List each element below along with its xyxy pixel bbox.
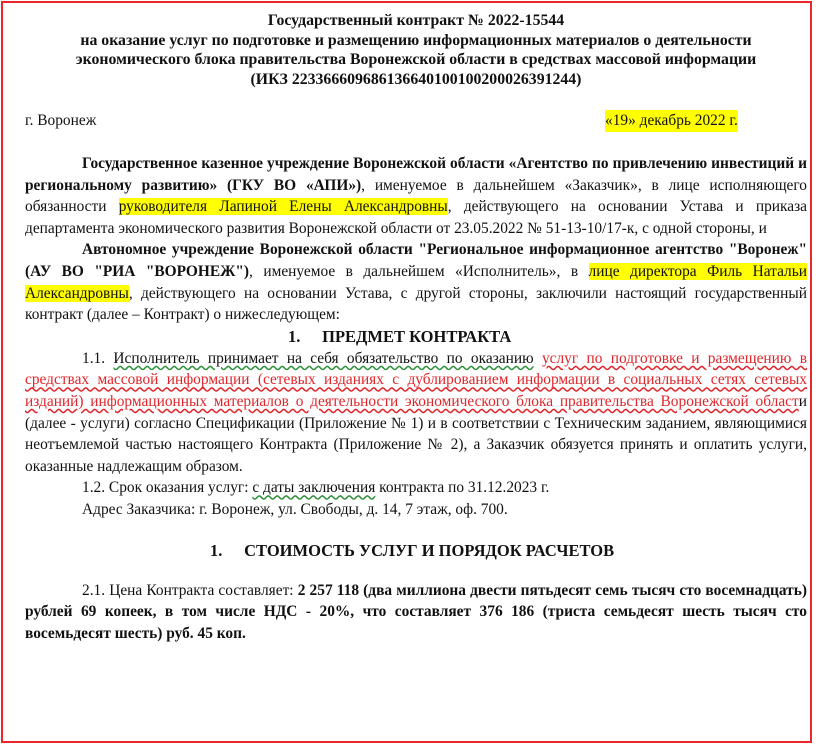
- customer-name: Государственное казенное учреждение Воронежской области «Агентство по привлечению инвестиций и региональному развитию» (ГКУ ВО «АПИ»): [25, 155, 807, 194]
- contract-ikz: (ИКЗ 223366609686136640100100200026391244): [250, 70, 582, 88]
- paragraph-1-1-text-a: Исполнитель принимает на себя обязательство по оказанию: [113, 349, 534, 367]
- city: г. Воронеж: [25, 112, 97, 129]
- contract-title: Государственный контракт № 2022-15544: [267, 12, 565, 29]
- contractor-name: Автономное учреждение Воронежской области "Региональное информационное агентство "Воронеж" (АУ ВО "РИА "ВОРОНЕЖ"): [25, 241, 807, 280]
- paragraph-1-1-text-c: и (далее - услуги) согласно Спецификации (Приложение № 1) и в соответствии с Техническим заданием, являющимися неотъемлемой частью настоящего Контракта (Приложение № 2), а Заказчик обязуется принять и оплатить услуги, оказанные надлежащим образом.: [25, 392, 807, 475]
- contractor-text-1: , именуемое в дальнейшем «Исполнитель», в: [249, 262, 589, 280]
- paragraph-2-1: [25, 580, 807, 645]
- paragraph-1-2-text-c: контракта по 31.12.2023 г.: [375, 479, 550, 497]
- paragraph-1-1: [25, 348, 807, 478]
- section-2-title: СТОИМОСТЬ УСЛУГ И ПОРЯДОК РАСЧЕТОВ: [244, 540, 615, 560]
- contract-subtitle-line-2: экономического блока правительства Воронежской области в средствах массовой информации: [75, 51, 757, 68]
- contractor-representative: лице директора Филь Натальи Александровны: [25, 262, 807, 302]
- paragraph-2-1-text-a: 2.1. Цена Контракта составляет:: [82, 581, 298, 599]
- section-2-heading: [25, 540, 807, 562]
- place-date-row: [25, 110, 807, 132]
- paragraph-1-2-text-b: с даты заключения: [252, 479, 376, 497]
- section-2-number: 1.: [210, 540, 223, 560]
- contract-header: [25, 11, 807, 89]
- section-1-title: ПРЕДМЕТ КОНТРАКТА: [322, 326, 512, 346]
- paragraph-1-2-text-a: 1.2. Срок оказания услуг:: [82, 479, 253, 497]
- paragraph-2-1-price: 2 257 118 (два миллиона двести пятьдесят семь тысяч сто восемнадцать) рублей 69 копеек, в том числе НДС - 20%, что составляет 376 186 (триста семьдесят шесть тысяч сто восемьдесят шесть) руб. 45 коп.: [25, 581, 807, 642]
- contractor-text-3: заключили настоящий государственный контракт (далее – Контракт) о нижеследующем:: [25, 284, 807, 324]
- contract-subtitle-line-1: на оказание услуг по подготовке и размещению информационных материалов о деятельности: [80, 31, 752, 49]
- paragraph-1-1-number: 1.1.: [82, 349, 114, 367]
- customer-address: Адрес Заказчика: г. Воронеж, ул. Свободы, д. 14, 7 этаж, оф. 700.: [82, 500, 508, 518]
- contract-date: «19» декабрь 2022 г.: [605, 110, 738, 132]
- document-frame: [1, 1, 812, 743]
- customer-text-1: , именуемое в дальнейшем «Заказчик», в лице исполняющего обязанности: [25, 176, 807, 216]
- paragraph-1-2: [25, 477, 807, 499]
- paragraph-1-1-text-b: услуг по подготовке и размещению в средствах массовой информации (сетевых изданиях с дублированием информации в социальных сетях сетевых изданий) информационных материалов о деятельности экономического блока правительства Воронежской област: [25, 349, 808, 410]
- contract-page: [25, 11, 807, 644]
- customer-paragraph: [25, 153, 807, 239]
- section-1-heading: [25, 326, 807, 348]
- contractor-text-2: , действующего на основании Устава, с другой стороны,: [128, 284, 537, 302]
- contractor-paragraph: [25, 239, 807, 325]
- section-1-number: 1.: [288, 326, 301, 346]
- customer-text-2: , действующего на основании Устава и приказа департамента экономического развития Воронежской области от 23.05.2022 № 51-13-10/17-к, с одной стороны, и: [25, 198, 807, 237]
- customer-representative: руководителя Лапиной Елены Александровны: [118, 198, 448, 216]
